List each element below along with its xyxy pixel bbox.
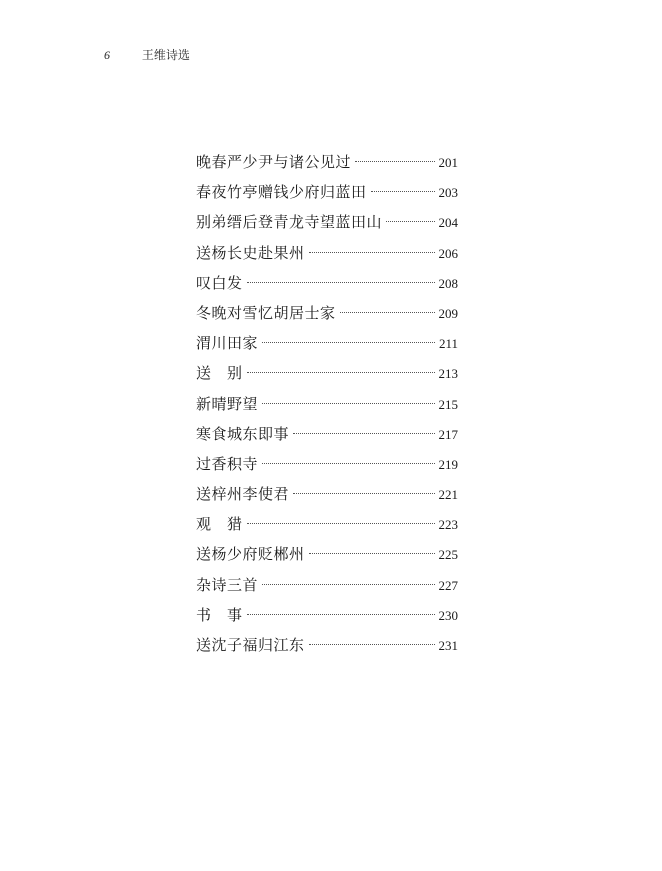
toc-entry-page-number: 231 bbox=[438, 638, 458, 653]
dot-leader bbox=[293, 493, 434, 494]
toc-entry-title: 送杨少府贬郴州 bbox=[196, 545, 305, 564]
toc-entry-title: 春夜竹亭赠钱少府归蓝田 bbox=[196, 183, 367, 202]
toc-entry-page-number: 211 bbox=[438, 336, 458, 352]
toc-entry-page-number: 230 bbox=[438, 607, 458, 623]
dot-leader bbox=[262, 463, 434, 464]
toc-entry[interactable] bbox=[196, 212, 458, 242]
dot-leader bbox=[262, 584, 434, 585]
dot-leader bbox=[309, 252, 435, 253]
toc-entry-title: 送梓州李使君 bbox=[196, 485, 290, 504]
toc-entry-page-number: 206 bbox=[438, 245, 458, 261]
toc-entry[interactable] bbox=[196, 575, 458, 605]
toc-entry-page-number: 217 bbox=[438, 426, 458, 442]
toc-entry[interactable] bbox=[196, 363, 458, 393]
toc-entry-page-number: 201 bbox=[438, 155, 458, 170]
toc-entry[interactable] bbox=[196, 243, 458, 273]
toc-entry-page-number: 209 bbox=[438, 305, 458, 321]
toc-entry[interactable] bbox=[196, 182, 458, 212]
toc-entry[interactable] bbox=[196, 514, 458, 544]
toc-entry-title: 渭川田家 bbox=[196, 334, 259, 353]
toc-entry[interactable] bbox=[196, 454, 458, 484]
toc-entry-page-number: 208 bbox=[438, 275, 458, 291]
dot-leader bbox=[247, 614, 435, 615]
table-of-contents bbox=[196, 152, 458, 665]
toc-entry-title: 送杨长史赴果州 bbox=[196, 243, 305, 262]
toc-entry-page-number: 203 bbox=[438, 185, 458, 201]
toc-entry-title: 晚春严少尹与诸公见过 bbox=[196, 153, 352, 171]
toc-entry[interactable] bbox=[196, 544, 458, 574]
dot-leader bbox=[247, 372, 435, 373]
toc-entry-page-number: 213 bbox=[438, 366, 458, 382]
book-title: 王维诗选 bbox=[141, 48, 190, 62]
toc-entry[interactable] bbox=[196, 484, 458, 514]
dot-leader bbox=[340, 312, 435, 313]
dot-leader bbox=[262, 403, 434, 404]
dot-leader bbox=[293, 433, 434, 434]
toc-entry-page-number: 221 bbox=[438, 487, 458, 503]
toc-entry-title: 杂诗三首 bbox=[196, 575, 259, 594]
toc-entry-title: 过香积寺 bbox=[196, 454, 259, 473]
toc-entry-page-number: 227 bbox=[438, 577, 458, 593]
toc-entry[interactable] bbox=[196, 333, 458, 363]
toc-entry-title: 寒食城东即事 bbox=[196, 424, 290, 443]
toc-entry[interactable] bbox=[196, 394, 458, 424]
toc-entry-title: 观 猎 bbox=[196, 515, 243, 534]
toc-entry-page-number: 219 bbox=[438, 456, 458, 472]
dot-leader bbox=[355, 161, 434, 162]
dot-leader bbox=[247, 282, 435, 283]
toc-entry[interactable] bbox=[196, 303, 458, 333]
dot-leader bbox=[386, 221, 434, 222]
toc-entry-page-number: 215 bbox=[438, 396, 458, 412]
toc-entry[interactable] bbox=[196, 424, 458, 454]
toc-entry[interactable] bbox=[196, 273, 458, 303]
toc-entry-page-number: 204 bbox=[438, 215, 458, 231]
toc-entry[interactable] bbox=[196, 605, 458, 635]
toc-entry-page-number: 225 bbox=[438, 547, 458, 563]
toc-entry-title: 送 别 bbox=[196, 364, 243, 383]
toc-entry-title: 书 事 bbox=[196, 605, 243, 624]
toc-entry-title: 新晴野望 bbox=[196, 394, 259, 413]
dot-leader bbox=[309, 644, 435, 645]
toc-entry-title: 别弟缙后登青龙寺望蓝田山 bbox=[196, 213, 383, 232]
dot-leader bbox=[309, 553, 435, 554]
toc-entry-page-number: 223 bbox=[438, 517, 458, 533]
running-header bbox=[104, 48, 190, 62]
toc-entry-title: 叹白发 bbox=[196, 273, 243, 292]
toc-entry-title: 送沈子福归江东 bbox=[196, 636, 305, 654]
toc-entry[interactable] bbox=[196, 152, 458, 182]
dot-leader bbox=[262, 342, 435, 343]
toc-entry-title: 冬晚对雪忆胡居士家 bbox=[196, 303, 336, 322]
page-number: 6 bbox=[104, 48, 110, 62]
toc-entry[interactable] bbox=[196, 635, 458, 665]
dot-leader bbox=[371, 191, 435, 192]
dot-leader bbox=[247, 523, 435, 524]
